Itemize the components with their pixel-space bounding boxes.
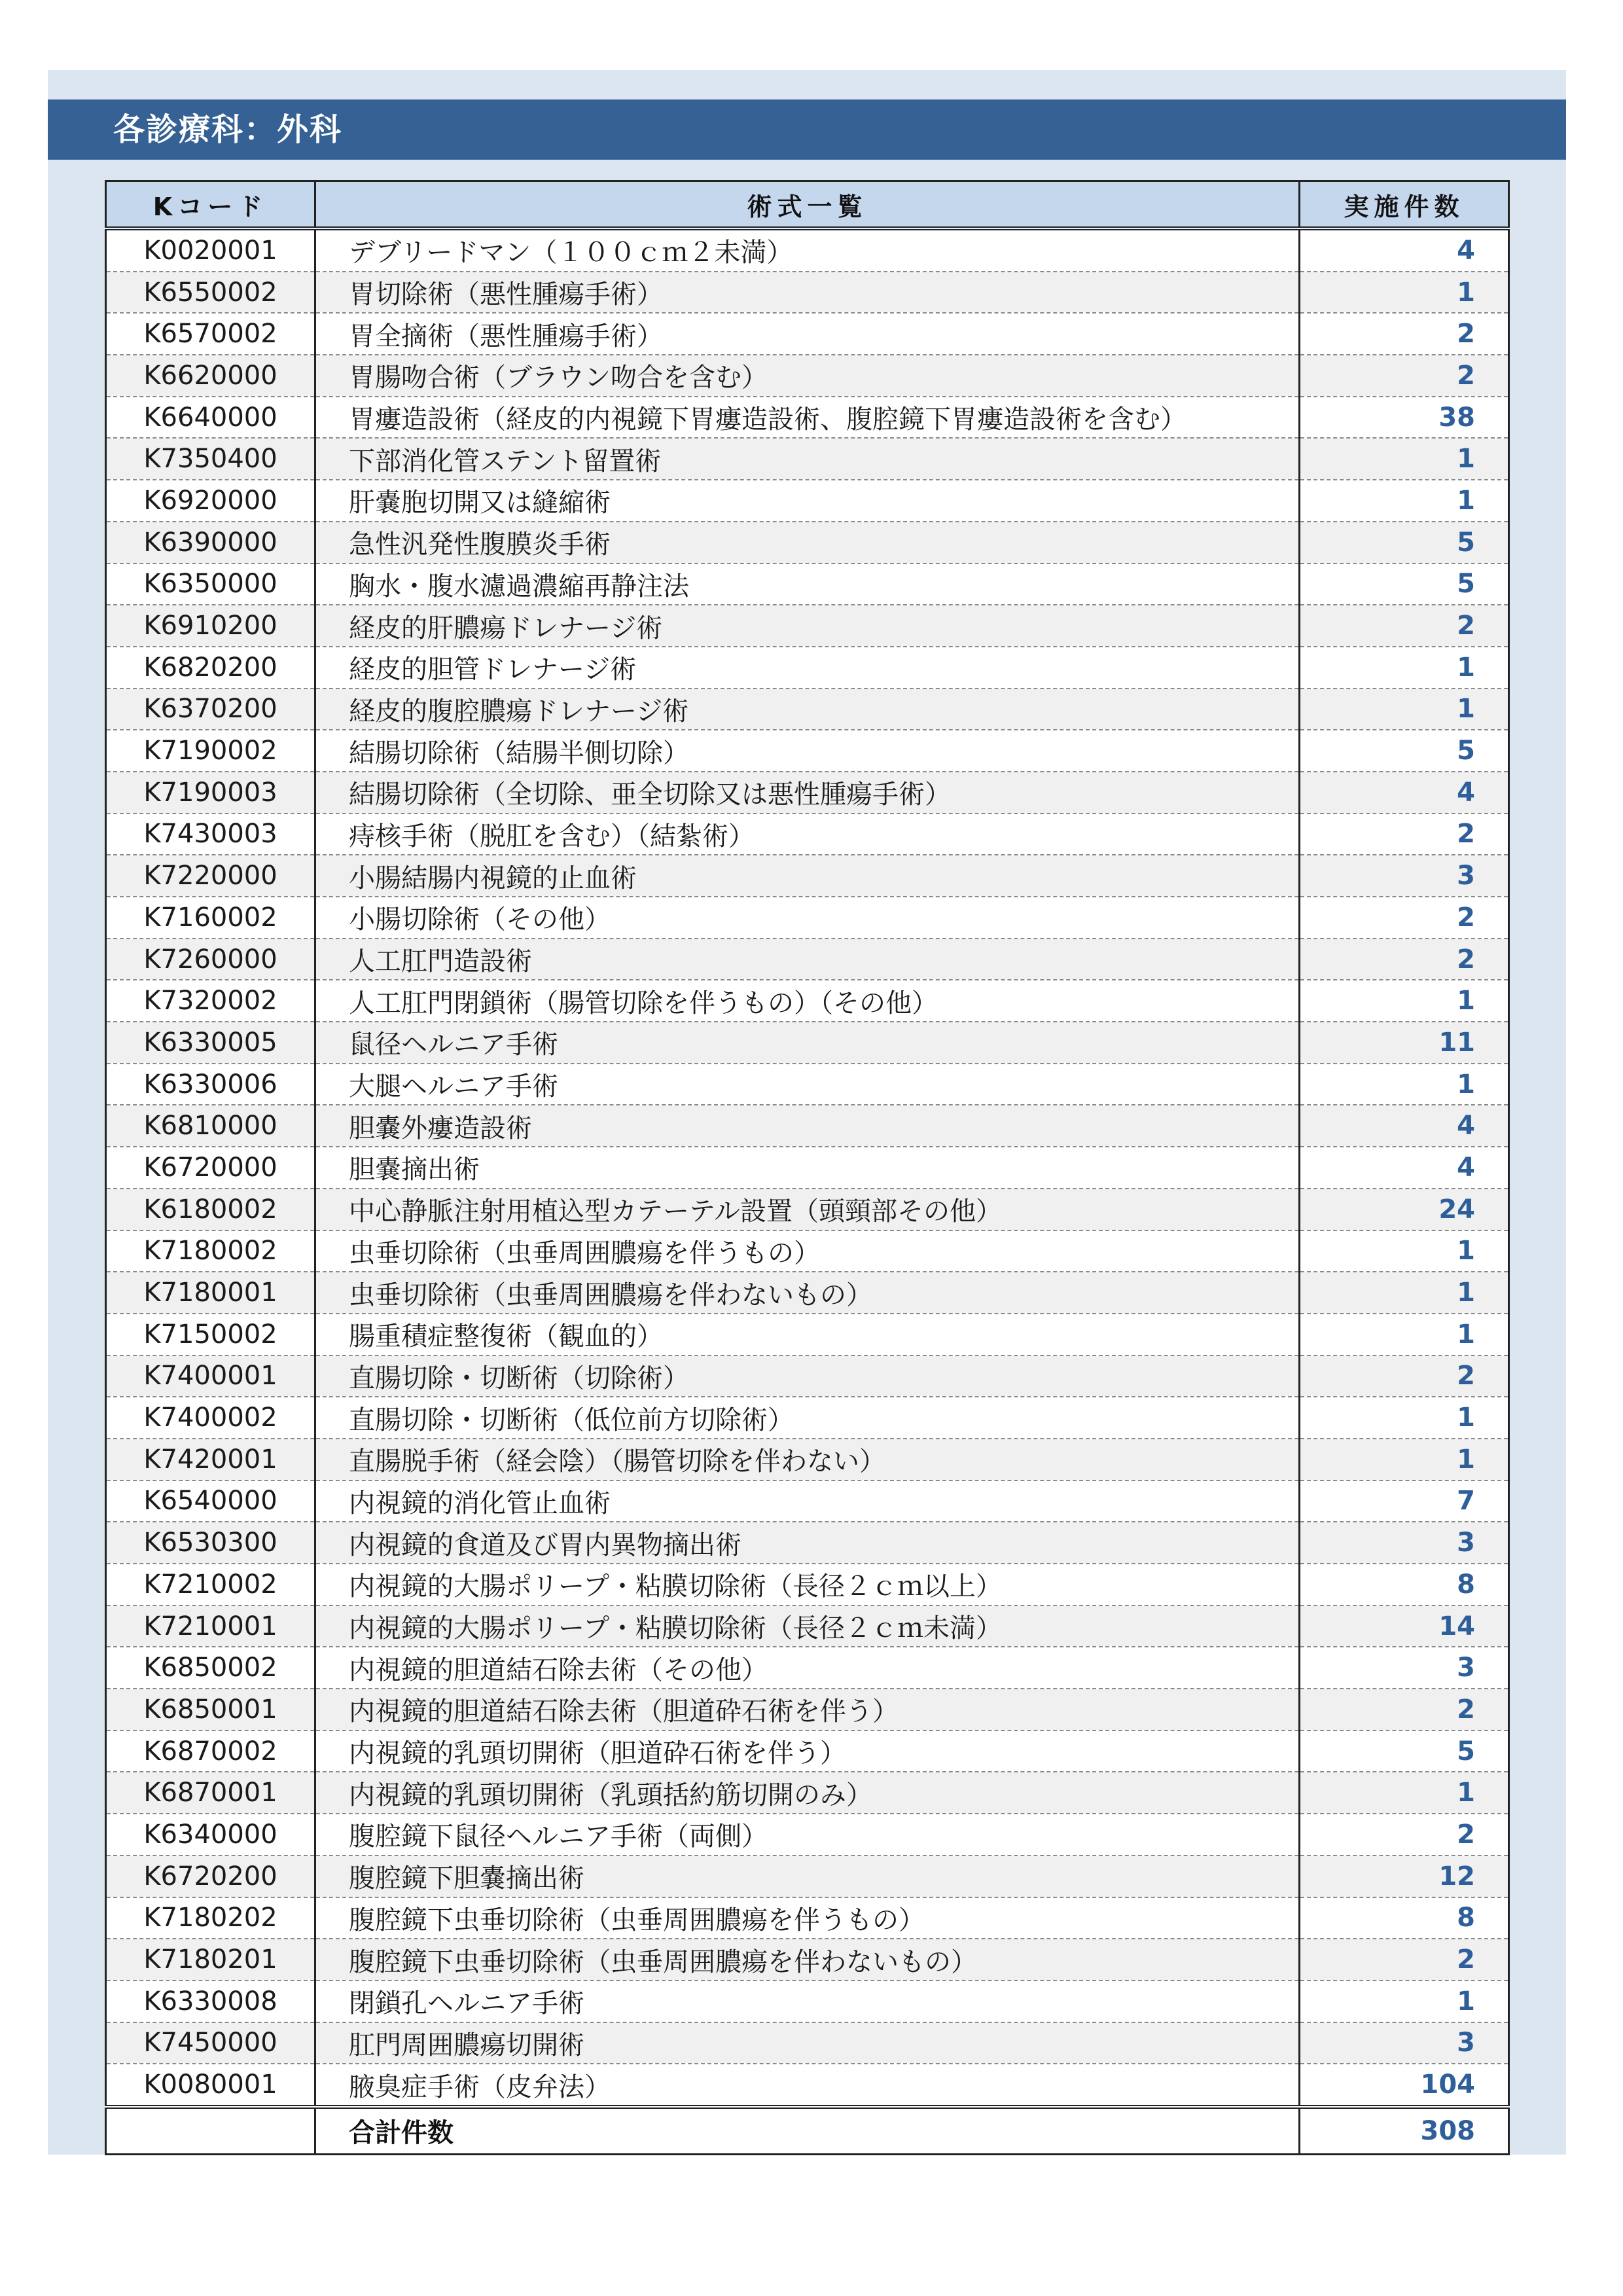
count-cell: 2 xyxy=(1300,897,1509,939)
code-cell: K6850001 xyxy=(106,1689,315,1731)
code-cell: K6390000 xyxy=(106,522,315,564)
procedure-name-cell: 肛門周囲膿瘍切開術 xyxy=(315,2022,1300,2064)
count-cell: 2 xyxy=(1300,605,1509,647)
procedure-name-cell: 経皮的胆管ドレナージ術 xyxy=(315,647,1300,689)
table-row xyxy=(106,730,1509,772)
count-cell: 3 xyxy=(1300,1522,1509,1564)
procedure-name-cell: 人工肛門閉鎖術（腸管切除を伴うもの）（その他） xyxy=(315,980,1300,1022)
code-cell: K6850002 xyxy=(106,1647,315,1689)
count-cell: 2 xyxy=(1300,814,1509,855)
count-cell: 7 xyxy=(1300,1480,1509,1522)
table-row xyxy=(106,1647,1509,1689)
count-cell: 2 xyxy=(1300,1355,1509,1397)
total-label: 合計件数 xyxy=(315,2107,1300,2155)
section-header xyxy=(48,99,1566,160)
table-row xyxy=(106,1814,1509,1856)
table-row xyxy=(106,1981,1509,2022)
count-cell: 3 xyxy=(1300,855,1509,897)
count-cell: 2 xyxy=(1300,939,1509,980)
procedure-name-cell: 結腸切除術（結腸半側切除） xyxy=(315,730,1300,772)
procedure-name-cell: 腹腔鏡下虫垂切除術（虫垂周囲膿瘍を伴うもの） xyxy=(315,1897,1300,1939)
procedure-name-cell: 腹腔鏡下胆嚢摘出術 xyxy=(315,1856,1300,1897)
procedure-name-cell: 虫垂切除術（虫垂周囲膿瘍を伴わないもの） xyxy=(315,1272,1300,1314)
procedure-name-cell: 胆嚢摘出術 xyxy=(315,1147,1300,1189)
code-cell: K6350000 xyxy=(106,564,315,605)
table-row xyxy=(106,1022,1509,1064)
code-cell: K6340000 xyxy=(106,1814,315,1856)
procedure-name-cell: 胃全摘術（悪性腫瘍手術） xyxy=(315,313,1300,355)
procedure-name-cell: 内視鏡的食道及び胃内異物摘出術 xyxy=(315,1522,1300,1564)
code-cell: K6720200 xyxy=(106,1856,315,1897)
table-row xyxy=(106,564,1509,605)
procedure-name-cell: 閉鎖孔ヘルニア手術 xyxy=(315,1981,1300,2022)
count-cell: 4 xyxy=(1300,1105,1509,1147)
code-cell: K7400001 xyxy=(106,1355,315,1397)
code-cell: K6530300 xyxy=(106,1522,315,1564)
code-cell: K6870002 xyxy=(106,1731,315,1772)
total-blank-cell xyxy=(106,2107,315,2155)
count-cell: 1 xyxy=(1300,1272,1509,1314)
procedure-name-cell: 鼠径ヘルニア手術 xyxy=(315,1022,1300,1064)
procedure-name-cell: 腹腔鏡下鼠径ヘルニア手術（両側） xyxy=(315,1814,1300,1856)
procedure-name-cell: 直腸切除・切断術（低位前方切除術） xyxy=(315,1397,1300,1439)
code-cell: K6550002 xyxy=(106,272,315,314)
procedure-name-cell: 経皮的肝膿瘍ドレナージ術 xyxy=(315,605,1300,647)
count-cell: 1 xyxy=(1300,1981,1509,2022)
code-cell: K7160002 xyxy=(106,897,315,939)
count-cell: 2 xyxy=(1300,1689,1509,1731)
table-row xyxy=(106,228,1509,272)
count-cell: 2 xyxy=(1300,355,1509,397)
procedure-name-cell: 胃腸吻合術（ブラウン吻合を含む） xyxy=(315,355,1300,397)
procedure-name-cell: 胃瘻造設術（経皮的内視鏡下胃瘻造設術、腹腔鏡下胃瘻造設術を含む） xyxy=(315,397,1300,439)
count-cell: 1 xyxy=(1300,480,1509,522)
code-cell: K0020001 xyxy=(106,228,315,272)
count-cell: 1 xyxy=(1300,1064,1509,1105)
count-cell: 4 xyxy=(1300,1147,1509,1189)
code-cell: K7450000 xyxy=(106,2022,315,2064)
code-cell: K6810000 xyxy=(106,1105,315,1147)
procedure-table xyxy=(105,180,1510,2155)
table-row xyxy=(106,1939,1509,1981)
procedure-name-cell: 中心静脈注射用植込型カテーテル設置（頭頸部その他） xyxy=(315,1189,1300,1230)
code-cell: K6540000 xyxy=(106,1480,315,1522)
count-cell: 1 xyxy=(1300,689,1509,730)
table-row xyxy=(106,1397,1509,1439)
code-cell: K7180001 xyxy=(106,1272,315,1314)
table-row xyxy=(106,605,1509,647)
code-cell: K6870001 xyxy=(106,1772,315,1814)
count-cell: 1 xyxy=(1300,1397,1509,1439)
code-cell: K6920000 xyxy=(106,480,315,522)
count-cell: 104 xyxy=(1300,2064,1509,2107)
table-row xyxy=(106,1105,1509,1147)
code-cell: K7350400 xyxy=(106,438,315,480)
count-cell: 2 xyxy=(1300,1814,1509,1856)
table-row xyxy=(106,1272,1509,1314)
count-cell: 3 xyxy=(1300,2022,1509,2064)
table-row xyxy=(106,1355,1509,1397)
count-cell: 1 xyxy=(1300,980,1509,1022)
procedure-name-cell: 人工肛門造設術 xyxy=(315,939,1300,980)
procedure-name-cell: 内視鏡的大腸ポリープ・粘膜切除術（長径２ｃｍ未満） xyxy=(315,1605,1300,1647)
table-row xyxy=(106,855,1509,897)
table-row xyxy=(106,1522,1509,1564)
code-cell: K6330008 xyxy=(106,1981,315,2022)
code-cell: K6820200 xyxy=(106,647,315,689)
table-row xyxy=(106,355,1509,397)
code-cell: K7260000 xyxy=(106,939,315,980)
table-body xyxy=(106,228,1509,2107)
table-row xyxy=(106,1147,1509,1189)
header-code: Kコード xyxy=(106,181,315,229)
table-row xyxy=(106,1772,1509,1814)
code-cell: K6330006 xyxy=(106,1064,315,1105)
table-row xyxy=(106,1064,1509,1105)
procedure-name-cell: 内視鏡的乳頭切開術（胆道砕石術を伴う） xyxy=(315,1731,1300,1772)
code-cell: K6640000 xyxy=(106,397,315,439)
table-row xyxy=(106,438,1509,480)
count-cell: 1 xyxy=(1300,1314,1509,1355)
table-row xyxy=(106,897,1509,939)
procedure-name-cell: 直腸切除・切断術（切除術） xyxy=(315,1355,1300,1397)
code-cell: K7210001 xyxy=(106,1605,315,1647)
count-cell: 8 xyxy=(1300,1564,1509,1605)
table-row xyxy=(106,272,1509,314)
count-cell: 1 xyxy=(1300,272,1509,314)
code-cell: K7190002 xyxy=(106,730,315,772)
count-cell: 38 xyxy=(1300,397,1509,439)
count-cell: 5 xyxy=(1300,522,1509,564)
count-cell: 8 xyxy=(1300,1897,1509,1939)
procedure-name-cell: 結腸切除術（全切除、亜全切除又は悪性腫瘍手術） xyxy=(315,772,1300,814)
table-header-row xyxy=(106,181,1509,229)
table-row xyxy=(106,2022,1509,2064)
code-cell: K7220000 xyxy=(106,855,315,897)
procedure-name-cell: 内視鏡的大腸ポリープ・粘膜切除術（長径２ｃｍ以上） xyxy=(315,1564,1300,1605)
code-cell: K7210002 xyxy=(106,1564,315,1605)
table-row xyxy=(106,2064,1509,2107)
procedure-name-cell: 痔核手術（脱肛を含む）（結紮術） xyxy=(315,814,1300,855)
procedure-name-cell: 小腸切除術（その他） xyxy=(315,897,1300,939)
count-cell: 2 xyxy=(1300,313,1509,355)
code-cell: K7180202 xyxy=(106,1897,315,1939)
count-cell: 12 xyxy=(1300,1856,1509,1897)
procedure-name-cell: 腸重積症整復術（観血的） xyxy=(315,1314,1300,1355)
count-cell: 1 xyxy=(1300,1230,1509,1272)
code-cell: K6620000 xyxy=(106,355,315,397)
table-row xyxy=(106,1564,1509,1605)
total-row xyxy=(106,2107,1509,2155)
code-cell: K6910200 xyxy=(106,605,315,647)
count-cell: 2 xyxy=(1300,1939,1509,1981)
procedure-name-cell: 腹腔鏡下虫垂切除術（虫垂周囲膿瘍を伴わないもの） xyxy=(315,1939,1300,1981)
table-row xyxy=(106,1314,1509,1355)
count-cell: 14 xyxy=(1300,1605,1509,1647)
procedure-name-cell: 経皮的腹腔膿瘍ドレナージ術 xyxy=(315,689,1300,730)
code-cell: K7190003 xyxy=(106,772,315,814)
count-cell: 5 xyxy=(1300,564,1509,605)
procedure-name-cell: 腋臭症手術（皮弁法） xyxy=(315,2064,1300,2107)
table-row xyxy=(106,1605,1509,1647)
table-row xyxy=(106,980,1509,1022)
table-row xyxy=(106,397,1509,439)
procedure-name-cell: 内視鏡的胆道結石除去術（胆道砕石術を伴う） xyxy=(315,1689,1300,1731)
procedure-name-cell: 胃切除術（悪性腫瘍手術） xyxy=(315,272,1300,314)
code-cell: K7430003 xyxy=(106,814,315,855)
table-row xyxy=(106,1897,1509,1939)
table-row xyxy=(106,313,1509,355)
code-cell: K7150002 xyxy=(106,1314,315,1355)
table-row xyxy=(106,1689,1509,1731)
procedure-name-cell: 内視鏡的消化管止血術 xyxy=(315,1480,1300,1522)
count-cell: 1 xyxy=(1300,647,1509,689)
procedure-name-cell: 下部消化管ステント留置術 xyxy=(315,438,1300,480)
count-cell: 1 xyxy=(1300,1772,1509,1814)
procedure-name-cell: 小腸結腸内視鏡的止血術 xyxy=(315,855,1300,897)
header-count: 実施件数 xyxy=(1300,181,1509,229)
procedure-name-cell: 大腿ヘルニア手術 xyxy=(315,1064,1300,1105)
procedure-name-cell: 肝嚢胞切開又は縫縮術 xyxy=(315,480,1300,522)
table-row xyxy=(106,1230,1509,1272)
code-cell: K7180201 xyxy=(106,1939,315,1981)
procedure-name-cell: 内視鏡的胆道結石除去術（その他） xyxy=(315,1647,1300,1689)
code-cell: K6570002 xyxy=(106,313,315,355)
count-cell: 4 xyxy=(1300,772,1509,814)
total-count: 308 xyxy=(1300,2107,1509,2155)
table-row xyxy=(106,772,1509,814)
procedure-name-cell: 胆嚢外瘻造設術 xyxy=(315,1105,1300,1147)
count-cell: 1 xyxy=(1300,438,1509,480)
table-row xyxy=(106,522,1509,564)
procedure-name-cell: 虫垂切除術（虫垂周囲膿瘍を伴うもの） xyxy=(315,1230,1300,1272)
table-row xyxy=(106,480,1509,522)
procedure-name-cell: 胸水・腹水濾過濃縮再静注法 xyxy=(315,564,1300,605)
count-cell: 3 xyxy=(1300,1647,1509,1689)
header-name: 術式一覧 xyxy=(315,181,1300,229)
table-row xyxy=(106,1856,1509,1897)
code-cell: K0080001 xyxy=(106,2064,315,2107)
table-row xyxy=(106,689,1509,730)
code-cell: K7180002 xyxy=(106,1230,315,1272)
count-cell: 5 xyxy=(1300,1731,1509,1772)
table-row xyxy=(106,647,1509,689)
table-row xyxy=(106,1480,1509,1522)
procedure-name-cell: デブリードマン（１００ｃｍ２未満） xyxy=(315,228,1300,272)
code-cell: K7400002 xyxy=(106,1397,315,1439)
table-row xyxy=(106,1439,1509,1480)
section-title: 各診療科：外科 xyxy=(113,111,343,148)
table-row xyxy=(106,939,1509,980)
count-cell: 24 xyxy=(1300,1189,1509,1230)
code-cell: K6330005 xyxy=(106,1022,315,1064)
code-cell: K6180002 xyxy=(106,1189,315,1230)
code-cell: K7320002 xyxy=(106,980,315,1022)
count-cell: 11 xyxy=(1300,1022,1509,1064)
code-cell: K6720000 xyxy=(106,1147,315,1189)
table-row xyxy=(106,814,1509,855)
count-cell: 4 xyxy=(1300,228,1509,272)
count-cell: 5 xyxy=(1300,730,1509,772)
table-row xyxy=(106,1731,1509,1772)
procedure-name-cell: 直腸脱手術（経会陰）（腸管切除を伴わない） xyxy=(315,1439,1300,1480)
procedure-name-cell: 内視鏡的乳頭切開術（乳頭括約筋切開のみ） xyxy=(315,1772,1300,1814)
count-cell: 1 xyxy=(1300,1439,1509,1480)
code-cell: K6370200 xyxy=(106,689,315,730)
code-cell: K7420001 xyxy=(106,1439,315,1480)
table-row xyxy=(106,1189,1509,1230)
procedure-name-cell: 急性汎発性腹膜炎手術 xyxy=(315,522,1300,564)
